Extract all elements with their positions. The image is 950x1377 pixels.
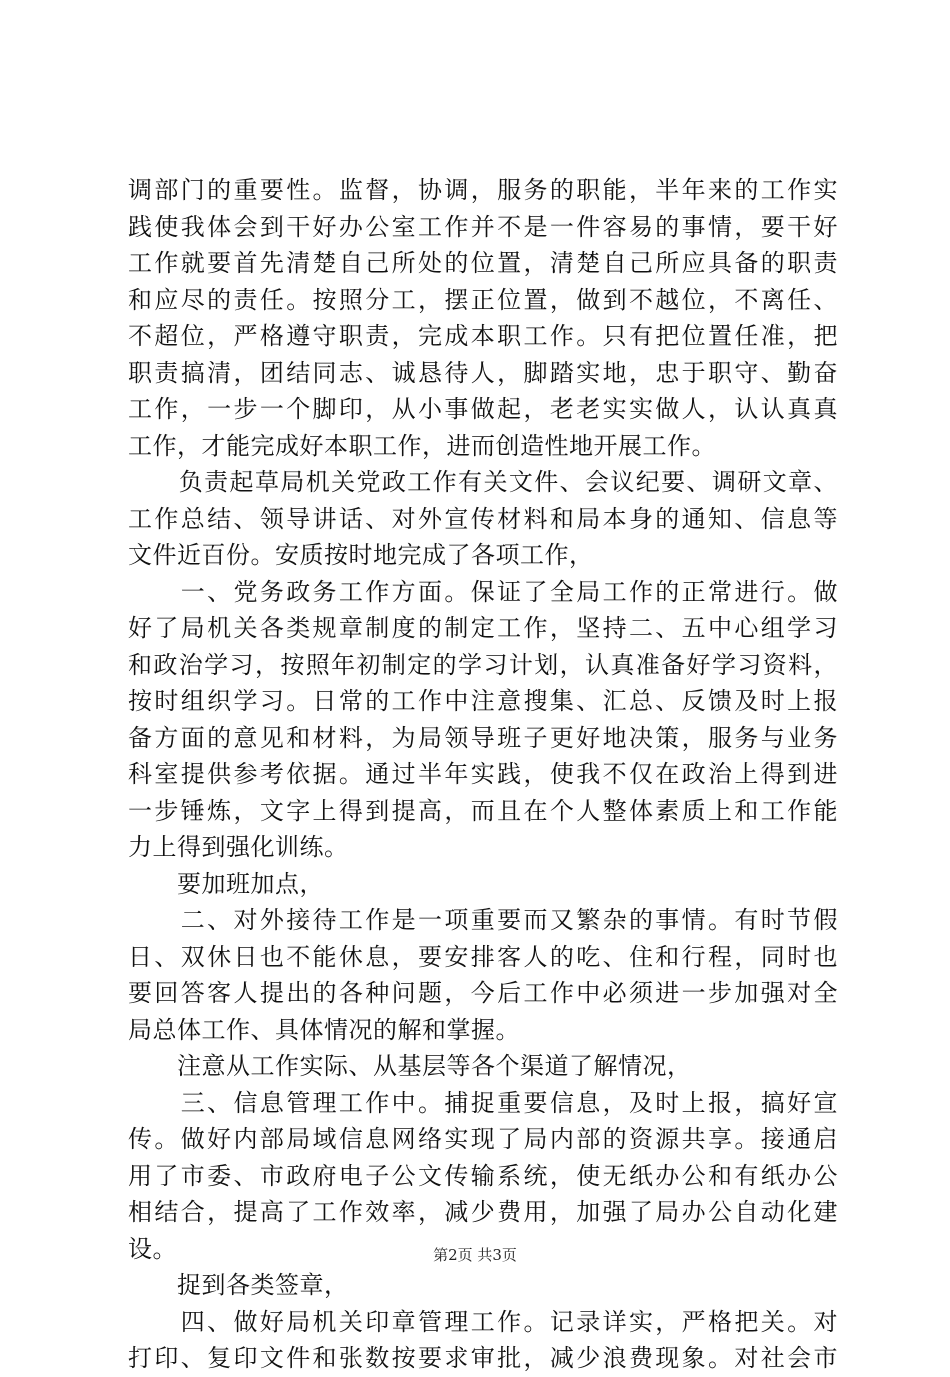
text-line: 按时组织学习。日常的工作中注意搜集、汇总、反馈及时上报 (128, 687, 838, 715)
text-line: 传。做好内部局域信息网络实现了局内部的资源共享。接通启 (128, 1125, 838, 1153)
text-line: 三、信息管理工作中。捕捉重要信息，及时上报，搞好宣 (128, 1088, 838, 1117)
text-line: 用了市委、市政府电子公文传输系统，使无纸办公和有纸办公 (128, 1161, 838, 1190)
text-line: 备方面的意见和材料，为局领导班子更好地决策，服务与业务 (128, 723, 838, 752)
text-line: 局总体工作、具体情况的解和掌握。 (128, 1015, 520, 1044)
text-line: 日、双休日也不能休息，要安排客人的吃、住和行程，同时也 (128, 942, 838, 971)
text-line: 工作，才能完成好本职工作，进而创造性地开展工作。 (128, 431, 716, 460)
text-line: 负责起草局机关党政工作有关文件、会议纪要、调研文章、 (128, 468, 838, 496)
text-line: 一、党务政务工作方面。保证了全局工作的正常进行。做 (128, 577, 838, 606)
text-line: 践使我体会到干好办公室工作并不是一件容易的事情，要干好 (128, 212, 838, 241)
text-line: 设。 (128, 1234, 177, 1263)
text-line: 工作总结、领导讲话、对外宣传材料和局本身的通知、信息等 (128, 504, 838, 533)
text-line: 相结合，提高了工作效率，减少费用，加强了局办公自动化建 (128, 1198, 838, 1226)
text-line: 好了局机关各类规章制度的制定工作，坚持二、五中心组学习 (128, 614, 838, 642)
text-line: 要加班加点， (128, 869, 324, 898)
text-line: 职责搞清，团结同志、诚恳待人，脚踏实地，忠于职守、勤奋 (128, 358, 838, 387)
text-line: 注意从工作实际、从基层等各个渠道了解情况， (128, 1052, 692, 1080)
text-line: 要回答客人提出的各种问题，今后工作中必须进一步加强对全 (128, 979, 838, 1007)
text-line: 调部门的重要性。监督，协调，服务的职能，半年来的工作实 (128, 176, 838, 204)
text-line: 工作就要首先清楚自己所处的位置，清楚自己所应具备的职责 (128, 249, 838, 277)
text-line: 二、对外接待工作是一项重要而又繁杂的事情。有时节假 (128, 906, 838, 934)
body-text (128, 172, 838, 1377)
text-line: 力上得到强化训练。 (128, 833, 349, 861)
text-line: 和应尽的责任。按照分工，摆正位置，做到不越位，不离任、 (128, 285, 838, 314)
text-line: 科室提供参考依据。通过半年实践，使我不仅在政治上得到进 (128, 760, 838, 788)
page-footer: 第2页 共3页 (433, 1246, 517, 1264)
text-line: 四、做好局机关印章管理工作。记录详实，严格把关。对 (128, 1307, 838, 1336)
text-line: 和政治学习，按照年初制定的学习计划，认真准备好学习资料， (128, 650, 838, 679)
text-line: 工作，一步一个脚印，从小事做起，老老实实做人，认认真真 (128, 395, 838, 423)
text-line: 文件近百份。安质按时地完成了各项工作， (128, 541, 594, 569)
text-line: 捉到各类签章， (128, 1271, 349, 1299)
text-line: 不超位，严格遵守职责，完成本职工作。只有把位置任准，把 (128, 322, 838, 350)
text-line: 打印、复印文件和张数按要求审批，减少浪费现象。对社会市 (128, 1344, 838, 1372)
text-line: 一步锤炼，文字上得到提高，而且在个人整体素质上和工作能 (128, 796, 838, 825)
